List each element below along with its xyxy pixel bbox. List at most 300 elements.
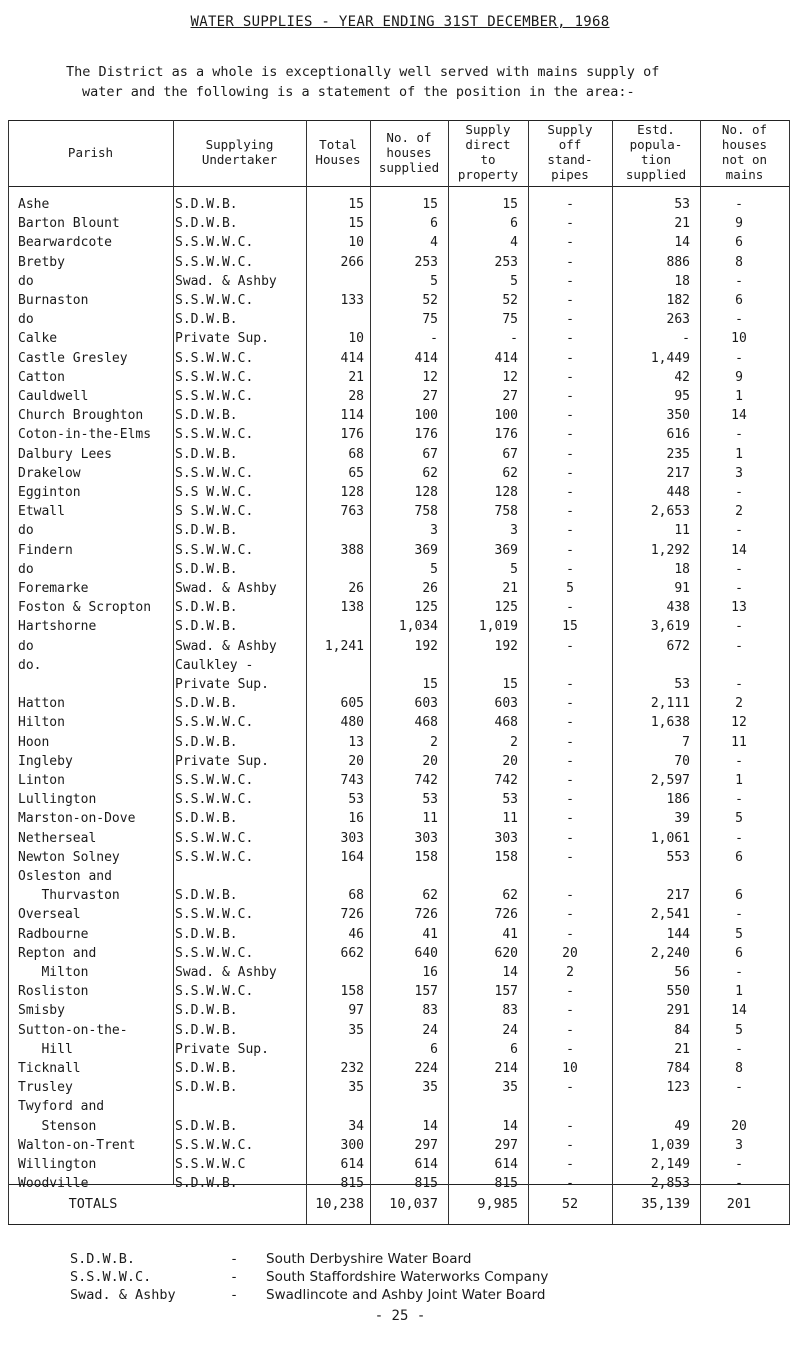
cell-undertaker: S.S.W.W.C. xyxy=(175,945,254,961)
cell-population: 186 xyxy=(666,792,690,808)
cell-supply-direct: 62 xyxy=(502,888,518,904)
cell-supply-direct: 214 xyxy=(494,1061,518,1076)
cell-population: 263 xyxy=(666,312,690,328)
cell-total-houses xyxy=(308,676,364,693)
cell-population: 886 xyxy=(666,254,690,270)
cell-population: 350 xyxy=(666,408,690,424)
cell-houses-supplied: 2 xyxy=(430,734,438,750)
cell-population: 95 xyxy=(674,389,690,404)
cell-parish: Linton xyxy=(18,773,65,788)
cell-population: 2,541 xyxy=(650,907,690,923)
cell-houses-supplied: 742 xyxy=(414,773,438,788)
cell-parish: do xyxy=(18,523,34,539)
cell-population: 70 xyxy=(674,753,690,769)
cell-parish: Church Broughton xyxy=(18,408,144,424)
cell-population: 438 xyxy=(666,600,690,616)
table-row xyxy=(8,215,790,232)
cell-houses-supplied: 75 xyxy=(422,312,438,328)
cell-total-houses: 414 xyxy=(340,350,364,366)
cell-population: 291 xyxy=(666,1003,690,1019)
cell-undertaker: S.S W.W.C. xyxy=(175,485,254,500)
cell-houses-supplied: 369 xyxy=(414,542,438,558)
cell-population: 1,638 xyxy=(650,715,690,731)
table-row xyxy=(8,542,790,559)
table-row xyxy=(8,695,790,712)
cell-parish: Repton and xyxy=(18,945,97,961)
cell-supply-direct: 4 xyxy=(510,235,518,251)
cell-supply-standpipes: 2 xyxy=(566,965,574,980)
cell-total-houses: 20 xyxy=(348,753,364,769)
table-row xyxy=(8,618,790,635)
cell-supply-standpipes: - xyxy=(566,350,574,366)
table-row xyxy=(8,926,790,943)
cell-not-on-mains: - xyxy=(735,561,743,577)
table-row xyxy=(8,657,790,674)
cell-undertaker: S S.W.W.C. xyxy=(175,504,254,520)
table-row xyxy=(8,388,790,405)
table-row xyxy=(8,1079,790,1096)
cell-total-houses xyxy=(308,1098,364,1115)
cell-not-on-mains xyxy=(708,657,770,674)
cell-houses-supplied xyxy=(380,868,438,885)
cell-supply-standpipes: - xyxy=(566,446,574,462)
cell-houses-supplied: 297 xyxy=(414,1137,438,1153)
table-row xyxy=(8,465,790,482)
table-row xyxy=(8,638,790,655)
cell-population: 2,111 xyxy=(650,696,690,712)
cell-supply-standpipes: 10 xyxy=(562,1061,578,1076)
cell-houses-supplied: 62 xyxy=(422,888,438,904)
totals-direct: 9,985 xyxy=(477,1196,518,1212)
cell-parish: do xyxy=(18,561,34,577)
table-row xyxy=(8,714,790,731)
totals-houses-supplied: 10,037 xyxy=(389,1196,438,1212)
legend-abbr: S.S.W.W.C. xyxy=(70,1269,152,1285)
intro-line-1: The District as a whole is exceptionally well served with mains supply of xyxy=(66,64,660,80)
cell-not-on-mains: 2 xyxy=(735,696,743,712)
cell-supply-standpipes: 15 xyxy=(562,619,578,635)
cell-supply-standpipes: - xyxy=(566,504,574,520)
cell-supply-direct: 21 xyxy=(502,581,518,596)
cell-not-on-mains: - xyxy=(735,1041,743,1057)
cell-undertaker: S.D.W.B. xyxy=(175,888,238,904)
cell-total-houses: 15 xyxy=(348,197,364,212)
cell-undertaker: Swad. & Ashby xyxy=(175,581,277,596)
cell-total-houses xyxy=(308,657,364,674)
cell-supply-direct: 75 xyxy=(502,312,518,328)
cell-population: 553 xyxy=(666,849,690,865)
cell-undertaker: Private Sup. xyxy=(175,677,269,692)
cell-parish: Coton-in-the-Elms xyxy=(18,427,152,443)
cell-population: - xyxy=(682,331,690,347)
table-row xyxy=(8,772,790,789)
cell-undertaker: S.D.W.B. xyxy=(175,619,238,635)
cell-supply-standpipes: - xyxy=(566,197,574,212)
table-row xyxy=(8,964,790,981)
cell-not-on-mains: 1 xyxy=(735,984,743,1000)
cell-population: 616 xyxy=(666,427,690,443)
cell-population: 182 xyxy=(666,293,690,308)
cell-undertaker: S.S.W.W.C. xyxy=(175,389,254,404)
cell-supply-standpipes: - xyxy=(566,561,574,577)
table-row xyxy=(8,1175,790,1192)
cell-total-houses: 34 xyxy=(348,1118,364,1134)
cell-total-houses: 614 xyxy=(340,1157,364,1172)
cell-total-houses: 232 xyxy=(340,1061,364,1076)
cell-supply-direct: 157 xyxy=(494,984,518,1000)
cell-parish: Twyford and xyxy=(18,1099,105,1115)
cell-supply-direct: 192 xyxy=(494,638,518,654)
intro-paragraph xyxy=(66,62,766,102)
cell-supply-standpipes: - xyxy=(566,773,574,788)
cell-houses-supplied: 758 xyxy=(414,504,438,520)
table-row xyxy=(8,580,790,597)
cell-parish: Marston-on-Dove xyxy=(18,811,136,827)
cell-houses-supplied: 53 xyxy=(422,792,438,808)
cell-supply-standpipes: - xyxy=(566,389,574,404)
cell-supply-direct: 815 xyxy=(494,1176,518,1192)
cell-parish: Hoon xyxy=(18,734,50,750)
table-row xyxy=(8,292,790,309)
cell-supply-standpipes: - xyxy=(566,465,574,481)
cell-undertaker: S.S.W.W.C. xyxy=(175,773,254,788)
cell-supply-standpipes: - xyxy=(566,216,574,232)
cell-parish: Newton Solney xyxy=(18,849,120,865)
cell-parish: Sutton-on-the- xyxy=(18,1022,128,1038)
cell-population: 784 xyxy=(666,1061,690,1076)
cell-total-houses: 1,241 xyxy=(324,638,364,654)
cell-supply-direct: 20 xyxy=(502,753,518,769)
page-heading: WATER SUPPLIES - YEAR ENDING 31ST DECEMBER, 1968 xyxy=(190,14,610,30)
cell-population: 49 xyxy=(674,1118,690,1134)
cell-total-houses xyxy=(308,311,364,328)
cell-total-houses: 743 xyxy=(340,773,364,788)
cell-parish: do xyxy=(18,638,34,654)
cell-houses-supplied xyxy=(380,1098,438,1115)
cell-population: 2,853 xyxy=(650,1176,690,1192)
cell-houses-supplied: 614 xyxy=(414,1157,438,1172)
cell-supply-standpipes: - xyxy=(566,254,574,270)
cell-supply-direct: 83 xyxy=(502,1003,518,1019)
cell-supply-direct xyxy=(460,657,518,674)
cell-undertaker: S.S.W.W.C. xyxy=(175,465,254,481)
cell-not-on-mains: - xyxy=(735,581,743,596)
cell-supply-direct: 24 xyxy=(502,1022,518,1038)
cell-total-houses: 35 xyxy=(348,1022,364,1038)
cell-houses-supplied: 224 xyxy=(414,1061,438,1076)
table-row xyxy=(8,734,790,751)
water-supply-table xyxy=(8,120,790,1230)
cell-parish: Radbourne xyxy=(18,926,89,942)
cell-parish: Hartshorne xyxy=(18,619,97,635)
legend-abbr: S.D.W.B. xyxy=(70,1251,136,1267)
cell-population: 53 xyxy=(674,677,690,692)
cell-not-on-mains: 9 xyxy=(735,369,743,385)
cell-not-on-mains: - xyxy=(735,753,743,769)
header-bottom-rule xyxy=(8,186,790,187)
cell-undertaker: Private Sup. xyxy=(175,1041,269,1057)
cell-total-houses: 480 xyxy=(340,715,364,731)
cell-population: 2,240 xyxy=(650,945,690,961)
table-row xyxy=(8,945,790,962)
cell-population: 2,653 xyxy=(650,504,690,520)
cell-undertaker: Caulkley - xyxy=(175,657,254,673)
cell-parish: Drakelow xyxy=(18,465,81,481)
table-bottom-rule xyxy=(8,1224,790,1225)
cell-not-on-mains: - xyxy=(735,485,743,500)
cell-total-houses: 388 xyxy=(340,542,364,558)
cell-supply-standpipes xyxy=(538,1098,602,1115)
cell-parish: Dalbury Lees xyxy=(18,446,112,462)
cell-houses-supplied: 41 xyxy=(422,926,438,942)
cell-parish: Overseal xyxy=(18,907,81,923)
cell-supply-direct: 2 xyxy=(510,734,518,750)
cell-supply-direct: 5 xyxy=(510,561,518,577)
cell-parish: Lullington xyxy=(18,792,97,808)
cell-supply-direct: 468 xyxy=(494,715,518,731)
cell-houses-supplied: 5 xyxy=(430,561,438,577)
legend-dash: - xyxy=(230,1251,239,1267)
cell-parish: Catton xyxy=(18,369,65,385)
cell-population: 18 xyxy=(674,273,690,289)
cell-houses-supplied: 5 xyxy=(430,273,438,289)
cell-houses-supplied: 6 xyxy=(430,216,438,232)
cell-supply-standpipes: - xyxy=(566,600,574,616)
table-row xyxy=(8,369,790,386)
cell-not-on-mains: 14 xyxy=(731,408,747,424)
table-row xyxy=(8,753,790,770)
cell-supply-standpipes: - xyxy=(566,926,574,942)
cell-population xyxy=(628,1098,690,1115)
cell-parish: Burnaston xyxy=(18,293,89,308)
cell-parish: Thurvaston xyxy=(18,888,120,904)
cell-total-houses: 303 xyxy=(340,830,364,846)
cell-supply-standpipes xyxy=(538,657,602,674)
cell-not-on-mains: - xyxy=(735,273,743,289)
cell-not-on-mains: 2 xyxy=(735,504,743,520)
intro-line-2: water and the following is a statement of the position in the area:- xyxy=(82,84,635,100)
table-row xyxy=(8,273,790,290)
cell-undertaker: S.D.W.B. xyxy=(175,600,238,616)
header-houses-supplied: No. of houses supplied xyxy=(378,129,440,175)
cell-not-on-mains: 3 xyxy=(735,1137,743,1153)
cell-supply-standpipes: - xyxy=(566,638,574,654)
cell-not-on-mains: - xyxy=(735,677,743,692)
table-row xyxy=(8,1118,790,1135)
cell-undertaker: S.D.W.B. xyxy=(175,734,238,750)
cell-undertaker: S.S.W.W.C. xyxy=(175,254,254,270)
table-row xyxy=(8,810,790,827)
cell-parish: Osleston and xyxy=(18,869,112,884)
cell-supply-standpipes: - xyxy=(566,427,574,443)
cell-houses-supplied: 24 xyxy=(422,1022,438,1038)
cell-supply-standpipes: - xyxy=(566,1022,574,1038)
table-row xyxy=(8,1156,790,1173)
cell-parish: Calke xyxy=(18,331,58,347)
legend-full-name: South Staffordshire Waterworks Company xyxy=(266,1269,549,1285)
cell-population xyxy=(628,868,690,885)
cell-total-houses: 97 xyxy=(348,1003,364,1019)
cell-supply-standpipes: - xyxy=(566,1176,574,1192)
cell-total-houses: 176 xyxy=(340,427,364,443)
cell-supply-direct: 15 xyxy=(502,677,518,692)
cell-parish: Milton xyxy=(18,965,89,980)
cell-parish: Woodville xyxy=(18,1176,89,1192)
cell-not-on-mains: 5 xyxy=(735,1022,743,1038)
cell-supply-direct: 6 xyxy=(510,216,518,232)
cell-undertaker: S.D.W.B. xyxy=(175,446,238,462)
cell-population: 56 xyxy=(674,965,690,980)
cell-total-houses xyxy=(308,522,364,539)
cell-supply-direct: - xyxy=(510,331,518,347)
cell-houses-supplied: 35 xyxy=(422,1080,438,1096)
cell-houses-supplied: 26 xyxy=(422,581,438,596)
cell-supply-standpipes: - xyxy=(566,696,574,712)
cell-population: 11 xyxy=(674,523,690,539)
cell-houses-supplied: 16 xyxy=(422,965,438,980)
cell-population: 53 xyxy=(674,197,690,212)
cell-supply-standpipes: - xyxy=(566,542,574,558)
cell-population: 91 xyxy=(674,581,690,596)
cell-total-houses: 164 xyxy=(340,849,364,865)
cell-population: 123 xyxy=(666,1080,690,1096)
cell-population: 39 xyxy=(674,811,690,827)
cell-undertaker: S.D.W.B. xyxy=(175,197,238,212)
cell-total-houses: 133 xyxy=(340,293,364,308)
cell-houses-supplied: 157 xyxy=(414,984,438,1000)
cell-total-houses: 68 xyxy=(348,446,364,462)
cell-parish: Walton-on-Trent xyxy=(18,1137,136,1153)
cell-houses-supplied: 12 xyxy=(422,369,438,385)
cell-supply-direct: 125 xyxy=(494,600,518,616)
cell-supply-direct: 12 xyxy=(502,369,518,385)
cell-supply-standpipes: - xyxy=(566,753,574,769)
cell-undertaker: S.D.W.B. xyxy=(175,312,238,328)
cell-not-on-mains xyxy=(708,868,770,885)
cell-not-on-mains: 6 xyxy=(735,888,743,904)
cell-parish: Foremarke xyxy=(18,581,89,596)
cell-total-houses: 10 xyxy=(348,235,364,251)
cell-population: 235 xyxy=(666,446,690,462)
cell-population: 7 xyxy=(682,734,690,750)
cell-houses-supplied: - xyxy=(430,331,438,347)
cell-total-houses xyxy=(308,964,364,981)
cell-not-on-mains: - xyxy=(735,830,743,846)
cell-total-houses: 605 xyxy=(340,696,364,712)
cell-undertaker: S.S.W.W.C. xyxy=(175,427,254,443)
cell-supply-standpipes: - xyxy=(566,408,574,424)
cell-not-on-mains: - xyxy=(735,965,743,980)
totals-not-on-mains: 201 xyxy=(726,1196,752,1212)
cell-supply-direct: 3 xyxy=(510,523,518,539)
table-row xyxy=(8,234,790,251)
cell-total-houses: 114 xyxy=(340,408,364,424)
cell-supply-direct xyxy=(460,868,518,885)
cell-supply-standpipes: - xyxy=(566,312,574,328)
cell-parish: Ticknall xyxy=(18,1061,81,1076)
legend-full-name: South Derbyshire Water Board xyxy=(266,1251,472,1267)
cell-undertaker xyxy=(175,1098,305,1115)
cell-supply-direct: 158 xyxy=(494,849,518,865)
table-row xyxy=(8,311,790,328)
cell-undertaker: S.S.W.W.C. xyxy=(175,907,254,923)
table-row xyxy=(8,1098,790,1115)
cell-total-houses: 65 xyxy=(348,465,364,481)
cell-not-on-mains: 8 xyxy=(735,1061,743,1076)
cell-supply-direct: 1,019 xyxy=(478,619,518,635)
cell-houses-supplied: 52 xyxy=(422,293,438,308)
cell-total-houses xyxy=(308,273,364,290)
cell-total-houses: 138 xyxy=(340,600,364,616)
cell-supply-standpipes: - xyxy=(566,273,574,289)
table-row xyxy=(8,1137,790,1154)
cell-houses-supplied: 726 xyxy=(414,907,438,923)
cell-houses-supplied: 11 xyxy=(422,811,438,827)
cell-supply-direct: 128 xyxy=(494,485,518,500)
cell-supply-direct: 603 xyxy=(494,696,518,712)
totals-total-houses: 10,238 xyxy=(315,1196,364,1212)
cell-not-on-mains: - xyxy=(735,197,743,212)
cell-houses-supplied: 253 xyxy=(414,254,438,270)
cell-parish: Findern xyxy=(18,542,73,558)
table-row xyxy=(8,503,790,520)
cell-supply-direct: 27 xyxy=(502,389,518,404)
cell-not-on-mains: 6 xyxy=(735,293,743,308)
cell-supply-direct: 41 xyxy=(502,926,518,942)
cell-parish: Castle Gresley xyxy=(18,350,128,366)
cell-supply-standpipes: 20 xyxy=(562,945,578,961)
cell-parish: Foston & Scropton xyxy=(18,600,152,616)
cell-parish: Smisby xyxy=(18,1003,65,1019)
cell-population: 2,149 xyxy=(650,1157,690,1172)
cell-undertaker: S.D.W.B. xyxy=(175,811,238,827)
cell-undertaker: S.D.W.B. xyxy=(175,1118,238,1134)
cell-supply-direct: 742 xyxy=(494,773,518,788)
cell-not-on-mains: 6 xyxy=(735,235,743,251)
cell-parish: Ingleby xyxy=(18,753,73,769)
cell-undertaker: S.S.W.W.C xyxy=(175,1157,246,1172)
cell-undertaker: S.S.W.W.C. xyxy=(175,293,254,308)
cell-houses-supplied: 303 xyxy=(414,830,438,846)
cell-supply-direct: 176 xyxy=(494,427,518,443)
cell-undertaker: S.S.W.W.C. xyxy=(175,830,254,846)
table-row xyxy=(8,350,790,367)
header-estd-population: Estd. popula- tion supplied xyxy=(625,122,687,182)
cell-supply-standpipes: - xyxy=(566,369,574,385)
cell-houses-supplied xyxy=(380,657,438,674)
cell-not-on-mains: - xyxy=(735,907,743,923)
cell-not-on-mains: 5 xyxy=(735,811,743,827)
cell-not-on-mains: 6 xyxy=(735,945,743,961)
cell-houses-supplied: 20 xyxy=(422,753,438,769)
cell-population: 1,039 xyxy=(650,1137,690,1153)
cell-not-on-mains: - xyxy=(735,1176,743,1192)
cell-supply-direct: 369 xyxy=(494,542,518,558)
cell-undertaker: S.D.W.B. xyxy=(175,1176,238,1192)
cell-houses-supplied: 468 xyxy=(414,715,438,731)
cell-parish: Hill xyxy=(18,1041,73,1057)
cell-supply-direct: 6 xyxy=(510,1041,518,1057)
cell-total-houses: 28 xyxy=(348,389,364,404)
cell-houses-supplied: 62 xyxy=(422,465,438,481)
cell-houses-supplied: 15 xyxy=(422,677,438,692)
cell-not-on-mains: 20 xyxy=(731,1118,747,1134)
cell-supply-standpipes: - xyxy=(566,888,574,904)
cell-undertaker: S.D.W.B. xyxy=(175,696,238,712)
cell-supply-direct: 758 xyxy=(494,504,518,520)
table-row xyxy=(8,676,790,693)
cell-not-on-mains: - xyxy=(735,638,743,654)
